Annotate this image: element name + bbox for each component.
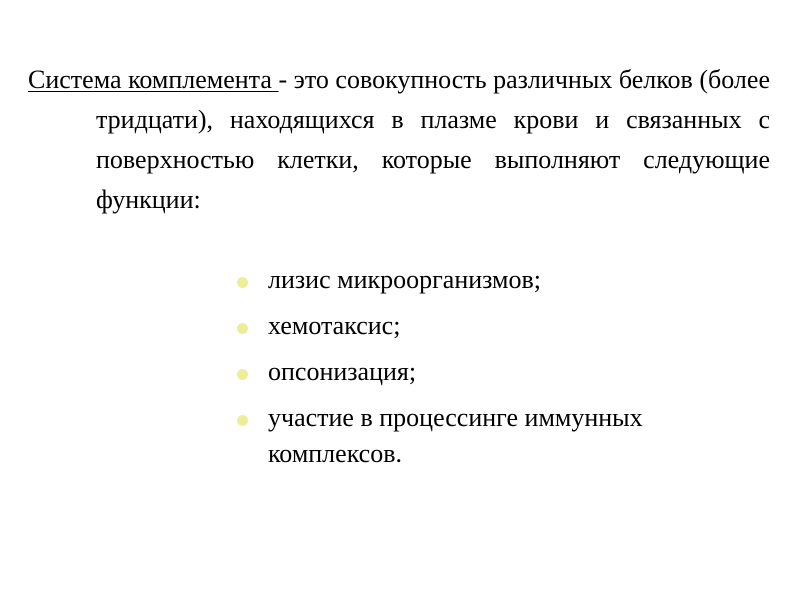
list-item-text: участие в процессинге иммунных комплексов.	[268, 403, 643, 468]
list-item	[232, 354, 752, 390]
list-item-text: опсонизация;	[268, 357, 417, 386]
bullet-icon	[237, 369, 248, 380]
definition-paragraph	[28, 60, 770, 220]
functions-list	[232, 262, 752, 482]
list-item-text: хемотаксис;	[268, 311, 401, 340]
list-item	[232, 308, 752, 344]
definition-text: - это совокупность различных белков (более тридцати), находящихся в плазме крови и связанных с поверхностью клетки, которые выполняют следующие функции:	[96, 65, 770, 214]
list-item	[232, 400, 752, 472]
bullet-icon	[237, 277, 248, 288]
bullet-icon	[237, 415, 248, 426]
list-item	[232, 262, 752, 298]
definition-term: Система комплемента	[28, 65, 279, 94]
list-item-text: лизис микроорганизмов;	[268, 265, 541, 294]
bullet-icon	[237, 323, 248, 334]
